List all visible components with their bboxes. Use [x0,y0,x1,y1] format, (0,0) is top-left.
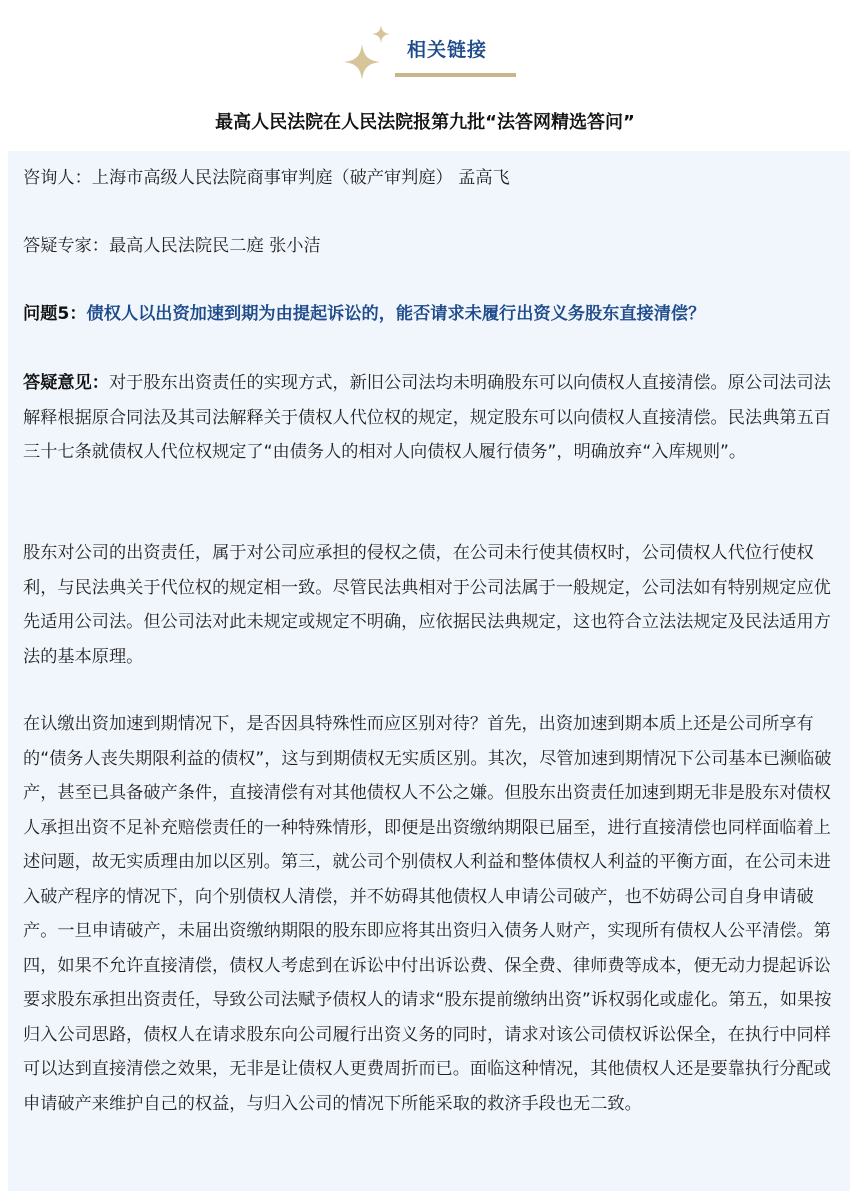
question-paragraph [23,297,841,332]
answer-label: 答疑意见： [23,373,109,393]
qa-content-panel [8,151,850,1191]
answer-text-1: 对于股东出资责任的实现方式，新旧公司法均未明确股东可以向债权人直接清偿。原公司法司法解释根据原合同法及其司法解释关于债权人代位权的规定，规定股东可以向债权人直接清偿。民法典第五百三十七条就债权人代位权规定了“由债务人的相对人向债权人履行债务”，明确放弃“入库规则”。 [23,373,831,462]
question-label: 问题5： [23,304,87,324]
inquirer-line: 咨询人：上海市高级人民法院商事审判庭（破产审判庭） 孟高飞 [23,168,510,188]
sparkle-star-small-icon [372,25,390,43]
section-header [0,0,850,100]
sparkle-star-icon [344,44,380,80]
question-text: 债权人以出资加速到期为由提起诉讼的，能否请求未履行出资义务股东直接清偿？ [86,304,706,324]
answer-paragraph-1 [23,366,841,470]
section-title-underline [395,73,516,77]
answer-paragraph-2: 股东对公司的出资责任，属于对公司应承担的侵权之债，在公司未行使其债权时，公司债权人代位行使权利，与民法典关于代位权的规定相一致。尽管民法典相对于公司法属于一般规定，公司法如有特别规定应优先适用公司法。但公司法对此未规定或规定不明确，应依据民法典规定，这也符合立法法规定及民法适用方法的基本原理。 [23,543,831,667]
answer-paragraph-3: 在认缴出资加速到期情况下，是否因具特殊性而应区别对待？首先，出资加速到期本质上还是公司所享有的“债务人丧失期限利益的债权”，这与到期债权无实质区别。其次，尽管加速到期情况下公司基本已濒临破产，甚至已具备破产条件，直接清偿有对其他债权人不公之嫌。但股东出资责任加速到期无非是股东对债权人承担出资不足补充赔偿责任的一种特殊情形，即便是出资缴纳期限已届至，进行直接清偿也同样面临着上述问题，故无实质理由加以区别。第三，就公司个别债权人利益和整体债权人利益的平衡方面，在公司未进入破产程序的情况下，向个别债权人清偿，并不妨碍其他债权人申请公司破产，也不妨碍公司自身申请破产。一旦申请破产，未届出资缴纳期限的股东即应将其出资归入债务人财产，实现所有债权人公平清偿。第四，如果不允许直接清偿，债权人考虑到在诉讼中付出诉讼费、保全费、律师费等成本，便无动力提起诉讼要求股东承担出资责任，导致公司法赋予债权人的请求“股东提前缴纳出资”诉权弱化或虚化。第五，如果按归入公司思路，债权人在请求股东向公司履行出资义务的同时，请求对该公司债权诉讼保全，在执行中同样可以达到直接清偿之效果，无非是让债权人更费周折而已。面临这种情况，其他债权人还是要靠执行分配或申请破产来维护自己的权益，与归入公司的情况下所能采取的救济手段也无二致。 [23,714,832,1114]
section-title: 相关链接 [407,39,488,61]
document-title: 最高人民法院在人民法院报第九批“法答网精选答问” [215,112,635,133]
expert-line: 答疑专家：最高人民法院民二庭 张小洁 [23,236,321,256]
